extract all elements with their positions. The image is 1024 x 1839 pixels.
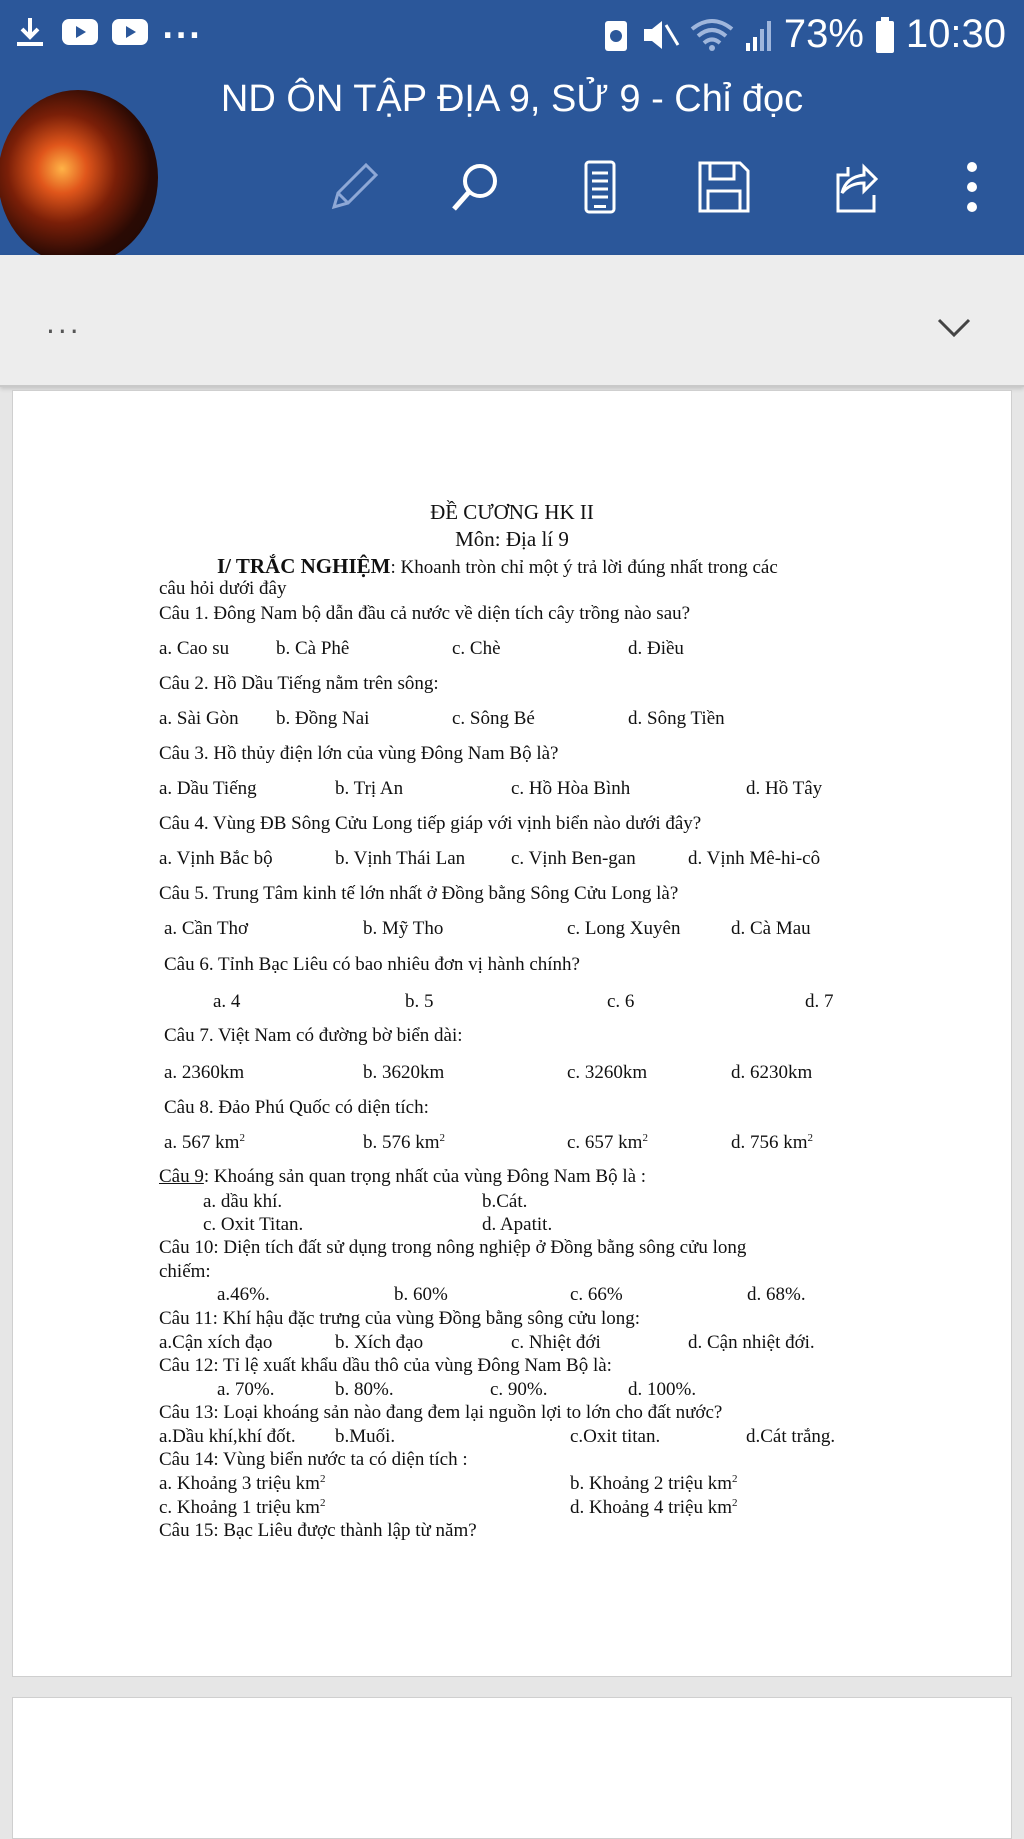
option: a.Dầu khí,khí đốt. [159,1426,296,1447]
option: d. Hồ Tây [746,778,823,799]
doc-subject: Môn: Địa lí 9 [455,527,569,551]
question-15: Câu 15: Bạc Liêu được thành lập từ năm? [159,1520,477,1541]
download-icon [12,14,48,50]
mobile-view-button[interactable] [538,152,662,222]
option: b. 3620km [363,1062,445,1083]
option: d. Khoảng 4 triệu $km^2$ [570,1497,738,1518]
more-notifications-icon: ... [162,10,203,46]
option: c. Hồ Hòa Bình [511,778,631,799]
question-5: Câu 5. Trung Tâm kinh tế lớn nhất ở Đồng bằng Sông Cửu Long là? [159,883,679,904]
option: b. Vịnh Thái Lan [335,848,466,869]
question-14: Câu 14: Vùng biển nước ta có diện tích : [159,1449,468,1470]
signal-icon [744,17,774,53]
option: b. Đồng Nai [276,708,370,729]
doc-instruction: I/ TRẮC NGHIỆM: Khoanh tròn chỉ một ý trả lời đúng nhất trong các [217,554,778,578]
option: d. Điều [628,638,684,659]
option: a. Vịnh Bắc bộ [159,848,273,869]
doc-heading: ĐỀ CƯƠNG HK II [430,500,594,524]
option: a. dầu khí. [203,1191,283,1212]
save-icon [694,157,754,217]
battery-saver-icon [602,17,630,53]
option: c. Khoảng 1 triệu $km^2$ [159,1497,326,1518]
option: b. 576 $km^2$ [363,1132,446,1153]
ribbon-more-button[interactable]: ... [46,307,82,340]
option: a.Cận xích đạo [159,1332,273,1353]
question-10-cont: chiếm: [159,1261,211,1282]
option: c. Vịnh Ben-gan [511,848,636,869]
share-button[interactable] [786,152,910,222]
option: b. 60% [394,1284,448,1305]
option: d. Sông Tiền [628,708,725,729]
youtube-icon [112,19,148,45]
option: d. Cận nhiệt đới. [688,1332,815,1353]
option: c. Nhiệt đới [511,1332,601,1353]
option: d. 756 $km^2$ [731,1132,814,1153]
option: d. Cà Mau [731,918,811,939]
system-icons [602,12,1006,57]
search-icon [446,157,506,217]
question-13: Câu 13: Loại khoáng sản nào đang đem lại nguồn lợi to lớn cho đất nước? [159,1402,723,1423]
question-9: Câu 9: Khoáng sản quan trọng nhất của vùng Đông Nam Bộ là : [159,1166,647,1187]
question-1: Câu 1. Đông Nam bộ dẫn đầu cả nước về diện tích cây trồng nào sau? [159,603,691,624]
doc-instruction-cont: câu hỏi dưới đây [159,578,287,599]
option: c. Long Xuyên [567,918,681,939]
option: a.46%. [217,1284,270,1305]
document-title: ND ÔN TẬP ĐỊA 9, SỬ 9 - Chỉ đọc [220,78,804,120]
option: d. Vịnh Mê-hi-cô [688,848,821,869]
option: a. Dầu Tiếng [159,778,257,799]
option: c.Oxit titan. [570,1426,661,1447]
save-button[interactable] [662,152,786,222]
youtube-icon [62,19,98,45]
app-header [0,72,1024,255]
option: b. 80%. [335,1379,394,1400]
search-button[interactable] [414,152,538,222]
option: c. Chè [452,638,501,659]
more-vertical-icon [962,157,982,217]
toolbar [290,152,1024,222]
option: a. Sài Gòn [159,708,239,729]
question-10: Câu 10: Diện tích đất sử dụng trong nông nghiệp ở Đồng bằng sông cửu long [159,1237,747,1258]
option: b.Muối. [335,1426,396,1447]
ribbon-bar [0,255,1024,387]
question-8: Câu 8. Đảo Phú Quốc có diện tích: [164,1097,429,1118]
clock: 10:30 [905,12,1006,56]
notification-icons [12,10,203,50]
option: b. Trị An [335,778,404,799]
option: d. 6230km [731,1062,813,1083]
option: d. Apatit. [482,1214,553,1235]
question-3: Câu 3. Hồ thủy điện lớn của vùng Đông Nam Bộ là? [159,743,559,764]
option: b. Cà Phê [276,638,350,659]
question-2: Câu 2. Hồ Dầu Tiếng nằm trên sông: [159,673,439,694]
option: d. 7 [805,991,834,1012]
question-7: Câu 7. Việt Nam có đường bờ biển dài: [164,1025,463,1046]
option: c. Oxit Titan. [203,1214,304,1235]
question-11: Câu 11: Khí hậu đặc trưng của vùng Đồng bằng sông cửu long: [159,1308,641,1329]
option: c. Sông Bé [452,708,535,729]
pencil-icon [322,157,382,217]
question-6: Câu 6. Tỉnh Bạc Liêu có bao nhiêu đơn vị hành chính? [164,954,580,975]
option: c. 6 [607,991,635,1012]
option: d.Cát trắng. [746,1426,836,1447]
edit-button[interactable] [290,152,414,222]
battery-percent: 73% [783,12,864,56]
option: d. 100%. [628,1379,697,1400]
option: a. Cần Thơ [164,918,249,939]
option: a. Khoảng 3 triệu $km^2$ [159,1473,326,1494]
option: b. Xích đạo [335,1332,424,1353]
option: b.Cát. [482,1191,528,1212]
battery-icon [874,16,896,54]
option: c. 90%. [490,1379,548,1400]
option: c. 66% [570,1284,623,1305]
chevron-down-icon[interactable] [936,317,972,343]
question-4: Câu 4. Vùng ĐB Sông Cửu Long tiếp giáp với vịnh biển nào dưới đây? [159,813,702,834]
share-icon [818,157,878,217]
more-options-button[interactable] [910,152,1024,222]
option: a. Cao su [159,638,230,659]
status-bar [0,0,1024,72]
mute-icon [640,17,680,53]
option: c. 3260km [567,1062,648,1083]
option: b. Khoảng 2 triệu $km^2$ [570,1473,738,1494]
option: b. 5 [405,991,434,1012]
question-12: Câu 12: Tỉ lệ xuất khẩu dầu thô của vùng Đông Nam Bộ là: [159,1355,612,1376]
option: a. 70%. [217,1379,275,1400]
option: a. 4 [213,991,241,1012]
document-page [12,1697,1012,1839]
option: a. 2360km [164,1062,245,1083]
mobile-view-icon [570,157,630,217]
option: d. 68%. [747,1284,806,1305]
option: b. Mỹ Tho [363,918,444,939]
wifi-icon [690,17,734,53]
option: a. 567 $km^2$ [164,1132,245,1153]
option: c. 657 $km^2$ [567,1132,648,1153]
